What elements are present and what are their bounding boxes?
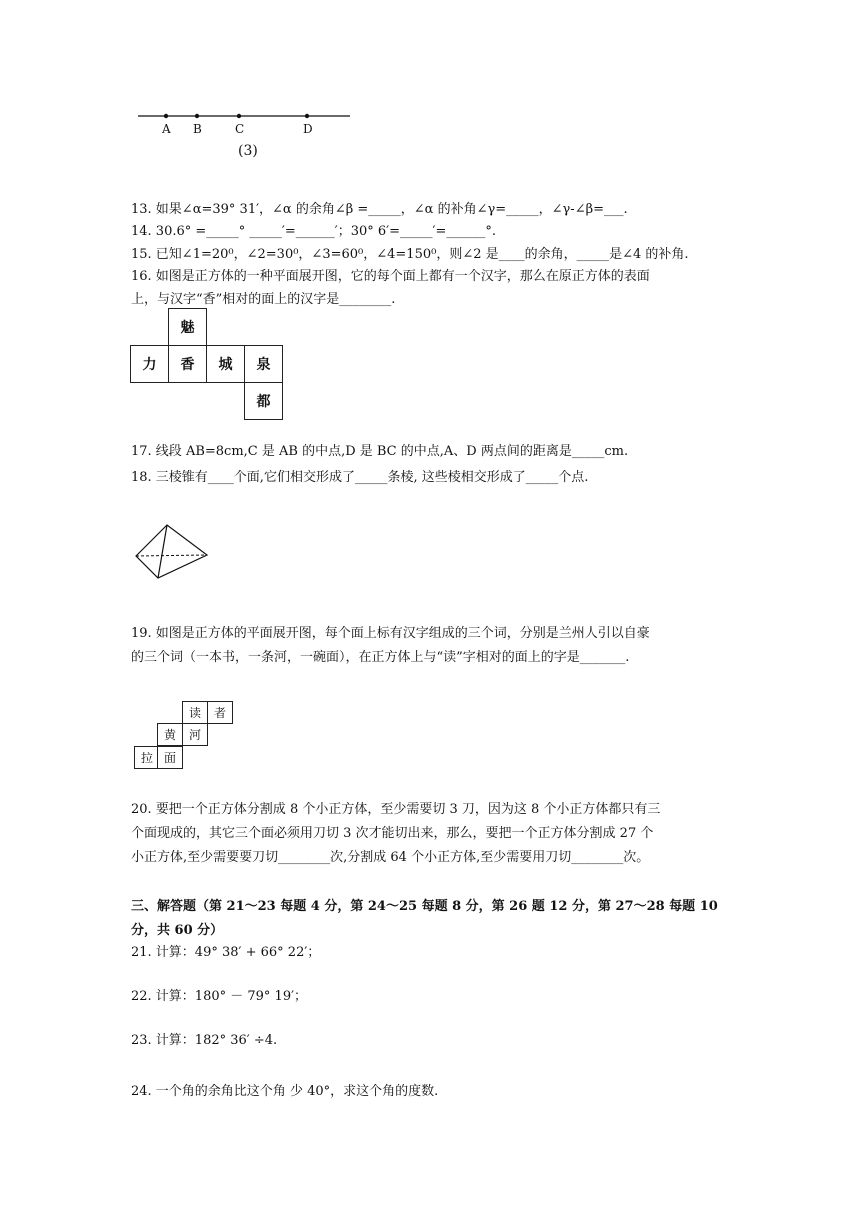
question-17: 17. 线段 AB=8cm,C 是 AB 的中点,D 是 BC 的中点,A、D 两点间的距离是_____cm. (131, 444, 629, 459)
net2-cell: 拉 (134, 746, 160, 769)
net1-bottom-cell: 都 (244, 382, 283, 420)
section-3-heading-line-1: 三、解答题（第 21～23 每题 4 分，第 24～25 每题 8 分，第 26 题 12 分，第 27～28 每题 10 (131, 899, 718, 914)
net2-cell: 者 (207, 701, 233, 724)
net1-row-cell: 泉 (244, 345, 283, 383)
question-14: 14. 30.6° =_____° _____′=______′；30° 6′=_____′=______°. (131, 224, 496, 239)
pyramid-hidden-edge (136, 555, 207, 556)
net1-row-cell: 力 (130, 345, 169, 383)
point-a (164, 114, 168, 118)
net2-cell: 读 (182, 701, 208, 724)
question-20-line-3: 小正方体,至少需要要刀切________次,分割成 64 个小正方体,至少需要用刀切________次。 (131, 850, 650, 865)
question-19-line-2: 的三个词（一本书，一条河，一碗面），在正方体上与“读”字相对的面上的字是_______. (131, 650, 630, 665)
section-3-heading-line-2: 分，共 60 分） (131, 923, 224, 938)
pyramid-figure (130, 515, 220, 585)
point-c (237, 114, 241, 118)
net2-cell: 河 (182, 723, 208, 746)
point-b-label: B (193, 122, 202, 136)
question-15: 15. 已知∠1=20⁰，∠2=30⁰，∠3=60⁰，∠4=150⁰，则∠2 是____的余角，_____是∠4 的补角. (131, 247, 689, 262)
net2-cell: 面 (157, 746, 183, 769)
question-19-line-1: 19. 如图是正方体的平面展开图，每个面上标有汉字组成的三个词，分别是兰州人引以自豪 (131, 626, 650, 641)
point-c-label: C (235, 122, 245, 136)
net2-cell: 黄 (157, 723, 183, 746)
question-13: 13. 如果∠α=39° 31′，∠α 的余角∠β =_____，∠α 的补角∠γ=_____，∠γ-∠β=___. (131, 202, 628, 217)
question-18: 18. 三棱锥有____个面,它们相交形成了_____条棱, 这些棱相交形成了_____个点. (131, 470, 589, 485)
question-22: 22. 计算：180° － 79° 19′； (131, 989, 308, 1004)
figure-caption: (3) (238, 143, 258, 159)
question-24: 24. 一个角的余角比这个角 少 40°，求这个角的度数. (131, 1084, 439, 1099)
net1-top-cell: 魅 (168, 308, 207, 346)
point-a-label: A (162, 122, 171, 136)
question-20-line-2: 个面现成的，其它三个面必须用刀切 3 次才能切出来，那么，要把一个正方体分割成 27 个 (131, 826, 654, 841)
point-d (305, 114, 309, 118)
point-b (195, 114, 199, 118)
net1-row-cell: 城 (206, 345, 245, 383)
pyramid-outline (136, 525, 207, 578)
question-16-line-2: 上，与汉字“香”相对的面上的汉字是________. (131, 292, 396, 307)
question-16-line-1: 16. 如图是正方体的一种平面展开图，它的每个面上都有一个汉字，那么在原正方体的表面 (131, 269, 650, 284)
question-23: 23. 计算：182° 36′ ÷4. (131, 1033, 278, 1048)
question-21: 21. 计算：49° 38′ + 66° 22′； (131, 945, 321, 960)
point-d-label: D (303, 122, 313, 136)
net1-row-cell: 香 (168, 345, 207, 383)
question-20-line-1: 20. 要把一个正方体分割成 8 个小正方体，至少需要切 3 刀，因为这 8 个小正方体都只有三 (131, 802, 661, 817)
